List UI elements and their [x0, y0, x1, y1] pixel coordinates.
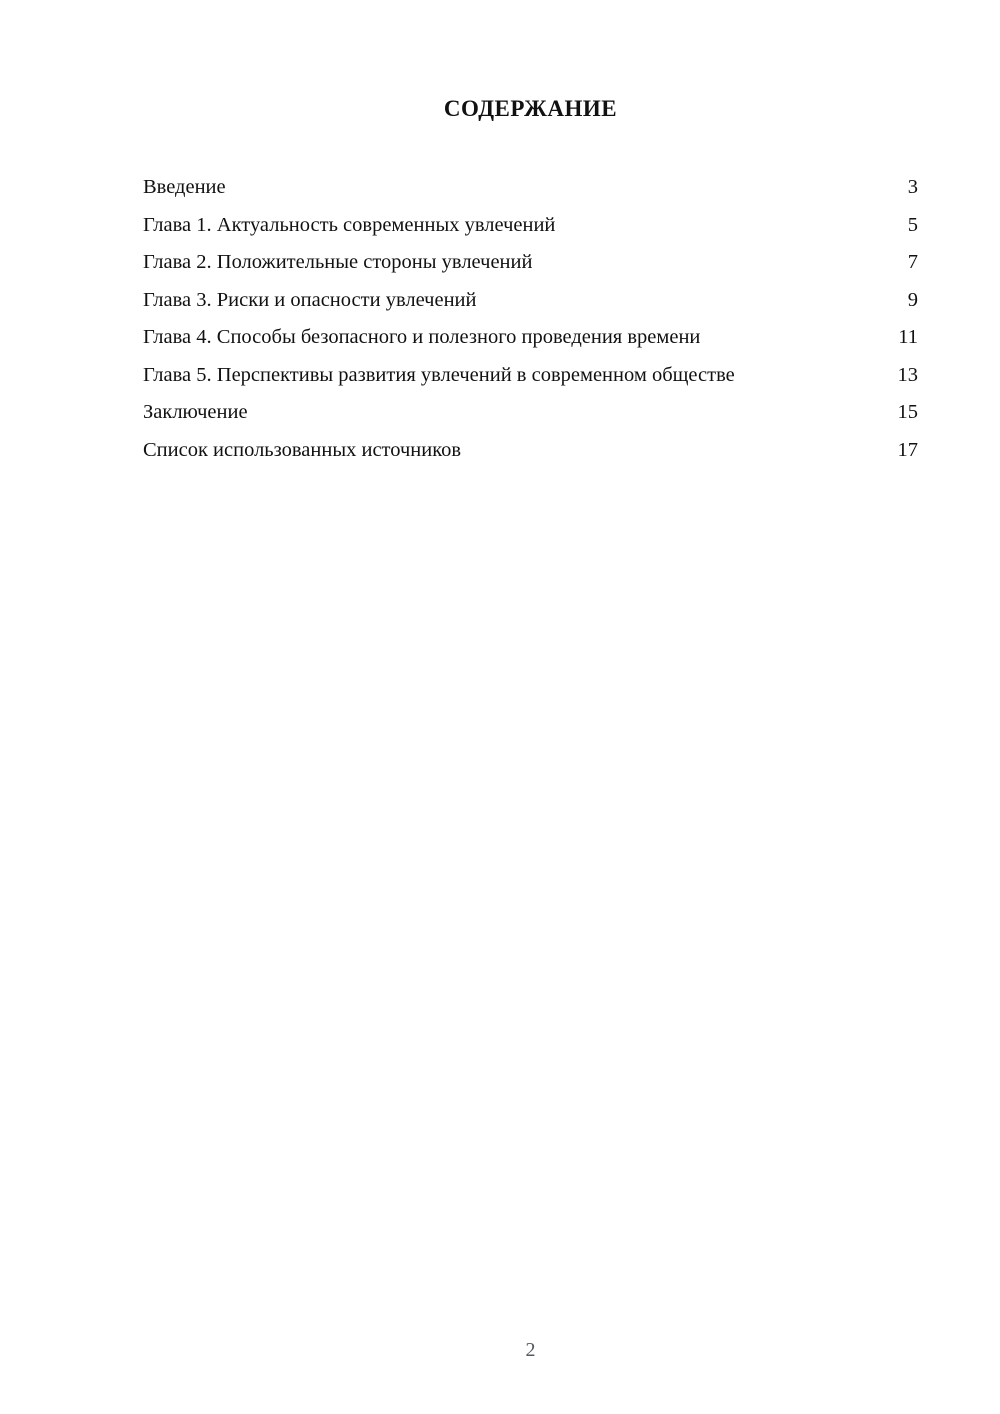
- toc-entry-page-number: 3: [907, 176, 918, 198]
- page-content: [0, 0, 1000, 469]
- toc-entry-label: Глава 4. Способы безопасного и полезного проведения времени: [143, 326, 701, 348]
- toc-entry: [143, 432, 918, 470]
- toc-entry: [143, 282, 918, 320]
- toc-entry-label: Глава 2. Положительные стороны увлечений: [143, 251, 533, 273]
- toc-entry-label: Список использованных источников: [143, 438, 462, 461]
- toc-entry: [143, 319, 918, 357]
- toc-title: СОДЕРЖАНИЕ: [443, 96, 618, 121]
- toc-entry-page-number: 11: [898, 326, 918, 348]
- toc-entry-label: Глава 5. Перспективы развития увлечений в современном обществе: [143, 363, 735, 386]
- toc-entry: [143, 357, 918, 395]
- toc-entry-page-number: 17: [897, 438, 918, 461]
- toc-entry-label: Введение: [143, 176, 226, 198]
- toc-entry: [143, 207, 918, 245]
- toc-entry: [143, 394, 918, 432]
- toc-entry-label: Заключение: [143, 401, 248, 423]
- toc-entry-label: Глава 3. Риски и опасности увлечений: [143, 288, 477, 311]
- toc-entry-page-number: 5: [907, 213, 918, 236]
- page-number: 2: [525, 1339, 536, 1361]
- toc-list: [143, 169, 918, 469]
- toc-entry-page-number: 7: [907, 251, 918, 273]
- toc-entry-page-number: 15: [897, 401, 918, 423]
- toc-entry-label: Глава 1. Актуальность современных увлечений: [143, 213, 556, 236]
- toc-entry: [143, 244, 918, 282]
- toc-entry-page-number: 9: [907, 288, 918, 311]
- toc-entry-page-number: 13: [897, 363, 918, 386]
- toc-entry: [143, 169, 918, 207]
